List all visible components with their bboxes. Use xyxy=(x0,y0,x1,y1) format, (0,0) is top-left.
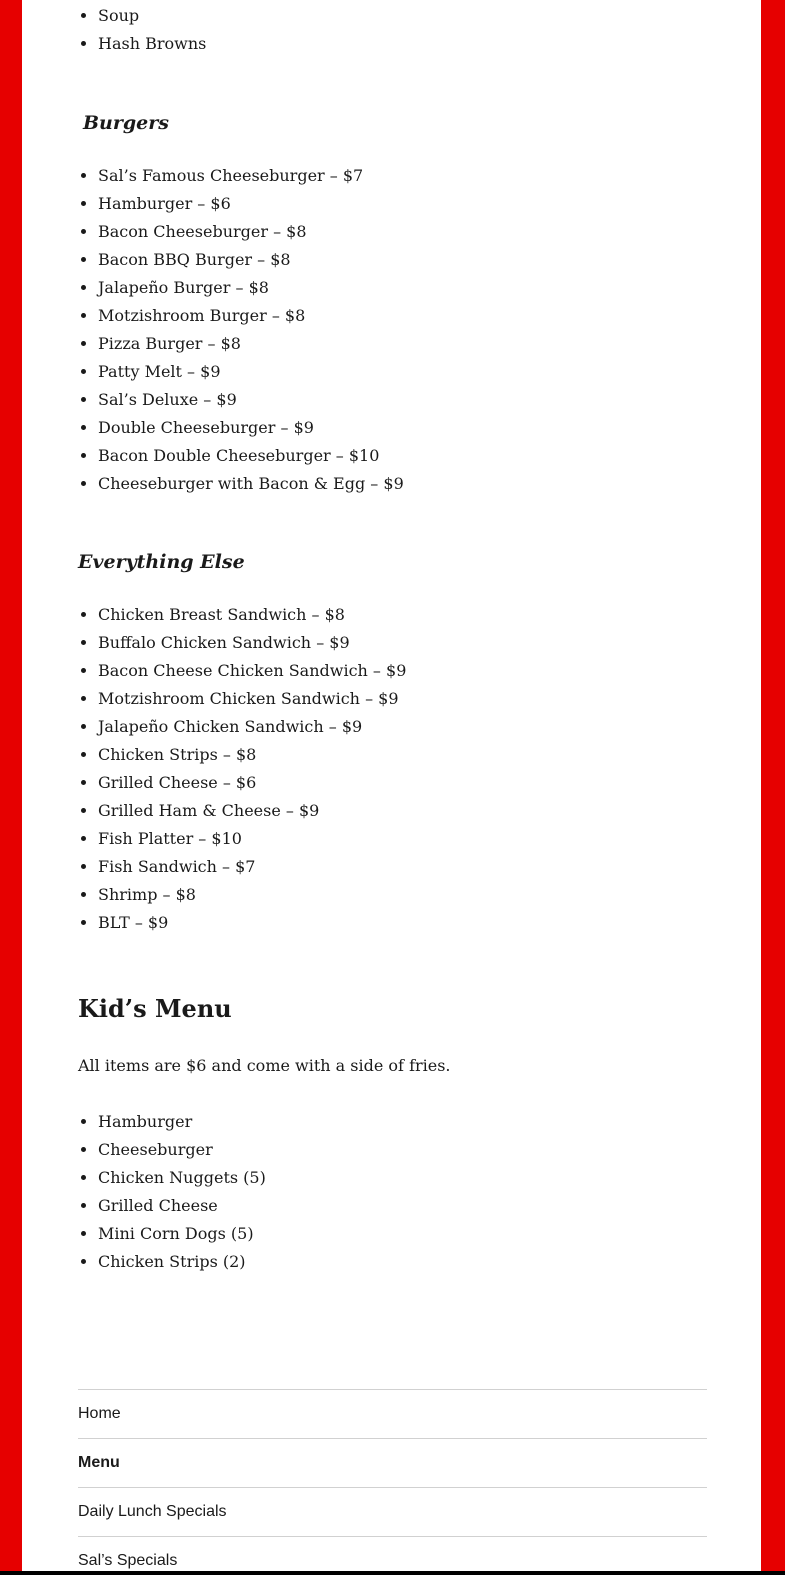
list-item: • Buffalo Chicken Sandwich – $9 xyxy=(98,629,406,657)
list-item: • Shrimp – $8 xyxy=(98,881,406,909)
list-item: • Soup xyxy=(98,2,206,30)
sides-list xyxy=(78,2,206,58)
list-item: • Pizza Burger – $8 xyxy=(98,330,404,358)
list-item: • Sal’s Famous Cheeseburger – $7 xyxy=(98,162,404,190)
nav-link-sals-specials[interactable]: Sal’s Specials xyxy=(78,1536,707,1575)
list-item: • BLT – $9 xyxy=(98,909,406,937)
nav-link-menu[interactable]: Menu xyxy=(78,1438,707,1487)
list-item: • Motzishroom Chicken Sandwich – $9 xyxy=(98,685,406,713)
bottom-edge-bar xyxy=(0,1571,785,1575)
list-item: • Hamburger xyxy=(98,1108,266,1136)
list-item: • Sal’s Deluxe – $9 xyxy=(98,386,404,414)
list-item: • Chicken Nuggets (5) xyxy=(98,1164,266,1192)
page-container xyxy=(22,0,761,1575)
list-item: • Chicken Strips (2) xyxy=(98,1248,266,1276)
list-item: • Double Cheeseburger – $9 xyxy=(98,414,404,442)
list-item: • Bacon BBQ Burger – $8 xyxy=(98,246,404,274)
kids-menu-intro: All items are $6 and come with a side of fries. xyxy=(78,1056,451,1075)
list-item: • Grilled Ham & Cheese – $9 xyxy=(98,797,406,825)
kids-menu-heading: Kid’s Menu xyxy=(78,994,232,1023)
footer-navigation xyxy=(78,1389,707,1575)
list-item: • Patty Melt – $9 xyxy=(98,358,404,386)
burgers-list xyxy=(78,162,404,498)
list-item: • Motzishroom Burger – $8 xyxy=(98,302,404,330)
list-item: • Cheeseburger xyxy=(98,1136,266,1164)
list-item: • Bacon Cheeseburger – $8 xyxy=(98,218,404,246)
list-item: • Cheeseburger with Bacon & Egg – $9 xyxy=(98,470,404,498)
nav-link-daily-lunch-specials[interactable]: Daily Lunch Specials xyxy=(78,1487,707,1536)
list-item: • Bacon Cheese Chicken Sandwich – $9 xyxy=(98,657,406,685)
burgers-heading: Burgers xyxy=(83,112,169,134)
nav-link-home[interactable]: Home xyxy=(78,1389,707,1438)
everything-else-list xyxy=(78,601,406,937)
everything-else-heading: Everything Else xyxy=(78,551,245,573)
list-item: • Grilled Cheese xyxy=(98,1192,266,1220)
list-item: • Chicken Strips – $8 xyxy=(98,741,406,769)
list-item: • Grilled Cheese – $6 xyxy=(98,769,406,797)
list-item: • Bacon Double Cheeseburger – $10 xyxy=(98,442,404,470)
list-item: • Mini Corn Dogs (5) xyxy=(98,1220,266,1248)
list-item: • Jalapeño Chicken Sandwich – $9 xyxy=(98,713,406,741)
list-item: • Hamburger – $6 xyxy=(98,190,404,218)
list-item: • Fish Platter – $10 xyxy=(98,825,406,853)
list-item: • Chicken Breast Sandwich – $8 xyxy=(98,601,406,629)
list-item: • Hash Browns xyxy=(98,30,206,58)
list-item: • Fish Sandwich – $7 xyxy=(98,853,406,881)
kids-menu-list xyxy=(78,1108,266,1276)
list-item: • Jalapeño Burger – $8 xyxy=(98,274,404,302)
